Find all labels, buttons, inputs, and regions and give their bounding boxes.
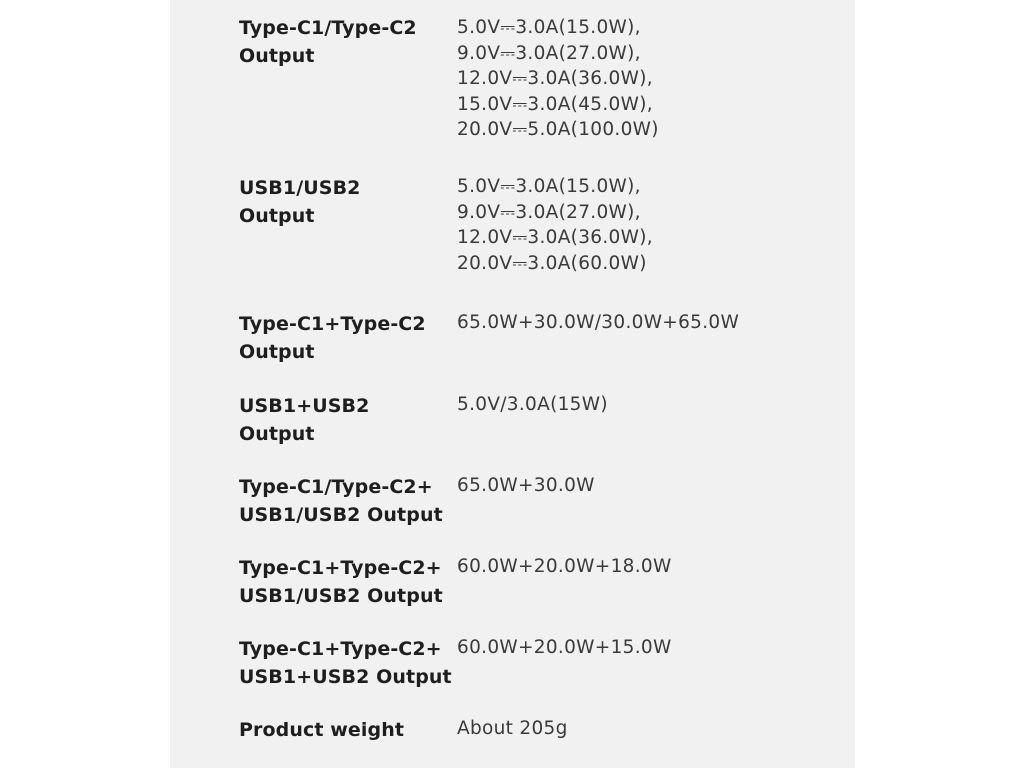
- spec-label: [239, 392, 369, 448]
- spec-label-line: Type-C1/Type-C2+: [239, 476, 433, 498]
- spec-value-line: 12.0V⎓3.0A(36.0W),: [457, 68, 653, 89]
- spec-value-line: 12.0V⎓3.0A(36.0W),: [457, 227, 653, 248]
- spec-label-line: Type-C1/Type-C2: [239, 17, 417, 39]
- spec-value-line: 5.0V/3.0A(15W): [457, 394, 608, 415]
- spec-values: [457, 310, 739, 336]
- spec-label-line: Output: [239, 45, 315, 67]
- spec-values: [457, 15, 659, 143]
- spec-label-line: Type-C1+Type-C2+: [239, 638, 442, 660]
- spec-label-line: Output: [239, 423, 315, 445]
- spec-label: [239, 14, 417, 70]
- spec-value-line: 20.0V⎓5.0A(100.0W): [457, 119, 659, 140]
- spec-label-line: USB1/USB2 Output: [239, 504, 443, 526]
- spec-value-line: 60.0W+20.0W+18.0W: [457, 556, 672, 577]
- spec-value-line: 5.0V⎓3.0A(15.0W),: [457, 176, 641, 197]
- spec-values: [457, 554, 672, 580]
- spec-value-line: About 205g: [457, 718, 568, 739]
- spec-value-line: 15.0V⎓3.0A(45.0W),: [457, 93, 653, 115]
- spec-label: [239, 716, 404, 744]
- spec-value-line: 65.0W+30.0W: [457, 475, 595, 496]
- spec-label-line: USB1/USB2 Output: [239, 585, 443, 607]
- spec-label: [239, 473, 443, 529]
- spec-value-line: 65.0W+30.0W/30.0W+65.0W: [457, 312, 740, 333]
- spec-value-line: 9.0V⎓3.0A(27.0W),: [457, 201, 641, 223]
- spec-label: [239, 554, 443, 610]
- spec-values: [457, 635, 672, 661]
- spec-values: [457, 716, 568, 742]
- spec-label-line: Output: [239, 205, 315, 227]
- spec-values: [457, 392, 608, 418]
- spec-label-line: USB1/USB2: [239, 177, 361, 199]
- spec-label: [239, 310, 426, 366]
- spec-label-line: Type-C1+Type-C2+: [239, 557, 442, 579]
- spec-values: [457, 473, 595, 499]
- spec-values: [457, 174, 653, 276]
- spec-label-line: USB1+USB2: [239, 395, 370, 417]
- spec-value-line: 20.0V⎓3.0A(60.0W): [457, 252, 647, 274]
- spec-label: [239, 174, 360, 230]
- spec-value-line: 5.0V⎓3.0A(15.0W),: [457, 17, 641, 38]
- spec-value-line: 9.0V⎓3.0A(27.0W),: [457, 42, 641, 64]
- spec-label: [239, 635, 452, 691]
- spec-label-line: Output: [239, 341, 315, 363]
- spec-label-line: Type-C1+Type-C2: [239, 313, 426, 335]
- spec-label-line: USB1+USB2 Output: [239, 666, 452, 688]
- spec-value-line: 60.0W+20.0W+15.0W: [457, 637, 672, 658]
- spec-label-line: Product weight: [239, 719, 404, 741]
